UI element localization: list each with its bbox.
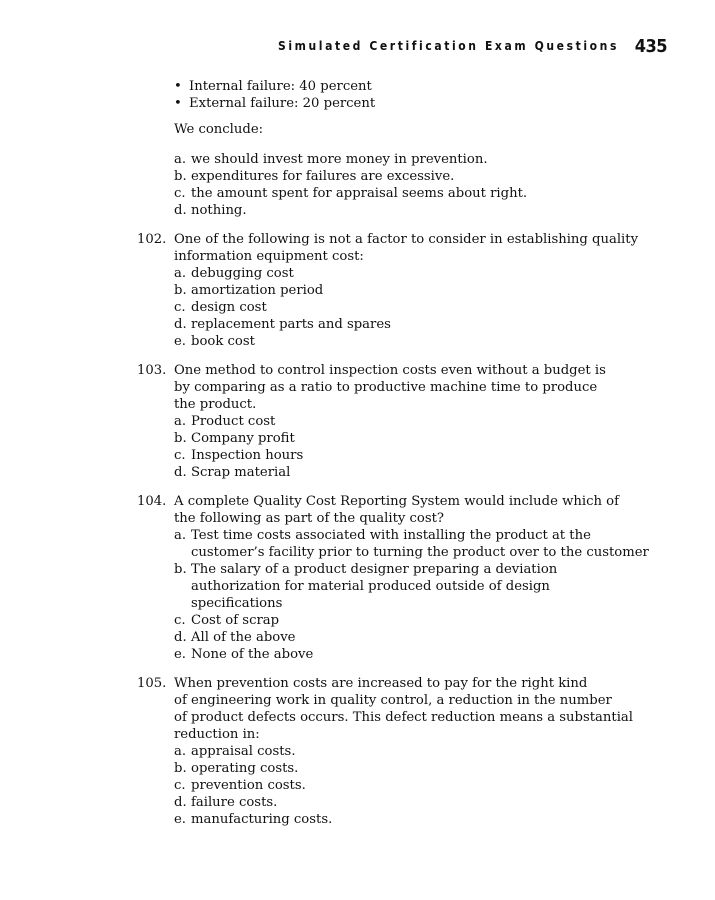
answer-option [174,168,715,185]
stem-line: When prevention costs are increased to pay for the right kind [174,676,588,691]
option-text: Test time costs associated with installing the product at the [191,528,591,543]
answer-option [174,464,715,481]
stem-line: One method to control inspection costs even without a budget is [174,363,606,378]
option-text: appraisal costs. [191,744,296,759]
option-letter: e. [174,647,186,662]
option-text: Cost of scrap [191,613,280,628]
bullet-icon: • [174,79,182,94]
option-text: authorization for material produced outside of design [191,579,550,594]
question-stem [174,362,634,413]
option-letter: d. [174,317,187,332]
answer-option [174,447,715,464]
stem-line: the product. [174,397,257,412]
question-options [0,527,715,663]
option-letter: c. [174,186,186,201]
option-text: we should invest more money in prevention. [191,152,488,167]
option-letter: a. [174,266,187,281]
answer-option [174,333,715,350]
option-letter: b. [174,761,187,776]
answer-option [174,265,715,282]
option-text: Inspection hours [191,448,304,463]
option-letter: a. [174,744,187,759]
option-letter: a. [174,528,187,543]
stem-line: the following as part of the quality cost? [174,511,444,526]
answer-option [174,316,715,333]
bullet-list [174,78,715,112]
option-letter: b. [174,169,187,184]
bullet-text: External failure: 20 percent [189,96,376,111]
option-letter: c. [174,300,186,315]
option-text: debugging cost [191,266,294,281]
answer-option [174,612,715,629]
question-number: 103. [137,363,167,378]
question-number: 104. [137,494,167,509]
question-102 [0,231,715,350]
option-text: book cost [191,334,255,349]
option-text: expenditures for failures are excessive. [191,169,455,184]
stem-line: One of the following is not a factor to consider in establishing quality [174,232,639,247]
answer-option [174,777,715,794]
option-letter: c. [174,448,186,463]
option-letter: d. [174,465,187,480]
question-number: 105. [137,676,167,691]
option-text: operating costs. [191,761,299,776]
option-text: The salary of a product designer preparing a deviation [191,562,558,577]
answer-option [174,629,715,646]
option-text: manufacturing costs. [191,812,333,827]
header-title: Simulated Certification Exam Questions [277,39,619,53]
bullet-icon: • [174,96,182,111]
bullet-item [174,78,715,95]
option-letter: d. [174,795,187,810]
question-stem [174,231,639,265]
answer-option [174,527,715,561]
option-text: Company profit [191,431,295,446]
answer-option [174,185,715,202]
option-letter: b. [174,431,187,446]
question-options [0,265,715,350]
question-104 [0,493,715,663]
answer-option [174,202,715,219]
option-letter: e. [174,334,186,349]
answer-option [174,794,715,811]
option-text: amortization period [191,283,324,298]
option-text: None of the above [191,647,314,662]
answer-option [174,760,715,777]
question-stem [174,493,634,527]
option-text: the amount spent for appraisal seems about right. [191,186,528,201]
answer-option [174,561,715,612]
option-letter: c. [174,613,186,628]
stem-line: information equipment cost: [174,249,364,264]
option-text: All of the above [191,630,296,645]
option-text: design cost [191,300,267,315]
answer-option [174,413,715,430]
option-text: nothing. [191,203,247,218]
answer-option [174,299,715,316]
option-text: replacement parts and spares [191,317,391,332]
question-options [0,413,715,481]
option-letter: a. [174,414,187,429]
option-letter: a. [174,152,187,167]
answer-option [174,151,715,168]
stem-line: of product defects occurs. This defect reduction means a substantial [174,710,633,725]
question-number: 102. [137,232,167,247]
option-letter: e. [174,812,186,827]
option-text: prevention costs. [191,778,306,793]
option-text: failure costs. [191,795,278,810]
option-text: Scrap material [191,465,291,480]
option-text: specifications [191,596,283,611]
question-options [0,743,715,828]
option-text: Product cost [191,414,276,429]
question-105 [0,675,715,828]
option-letter: b. [174,562,187,577]
answer-option [174,282,715,299]
answer-option [174,811,715,828]
bullet-item [174,95,715,112]
answer-option [174,646,715,663]
page-body [0,78,715,828]
option-text: customer’s facility prior to turning the product over to the customer [191,545,649,560]
option-letter: c. [174,778,186,793]
question-103 [0,362,715,481]
option-letter: d. [174,203,187,218]
option-letter: b. [174,283,187,298]
page-number: 435 [634,36,667,57]
stem-line: A complete Quality Cost Reporting System would include which of [174,494,619,509]
stem-line: by comparing as a ratio to productive machine time to produce [174,380,598,395]
stem-line: of engineering work in quality control, a reduction in the number [174,693,612,708]
conclusion-prompt: We conclude: [174,122,264,137]
running-header [0,36,715,58]
question-stem [174,675,634,743]
bullet-text: Internal failure: 40 percent [189,79,372,94]
conclusion-options [0,151,715,219]
answer-option [174,430,715,447]
answer-option [174,743,715,760]
option-letter: d. [174,630,187,645]
stem-line: reduction in: [174,727,260,742]
